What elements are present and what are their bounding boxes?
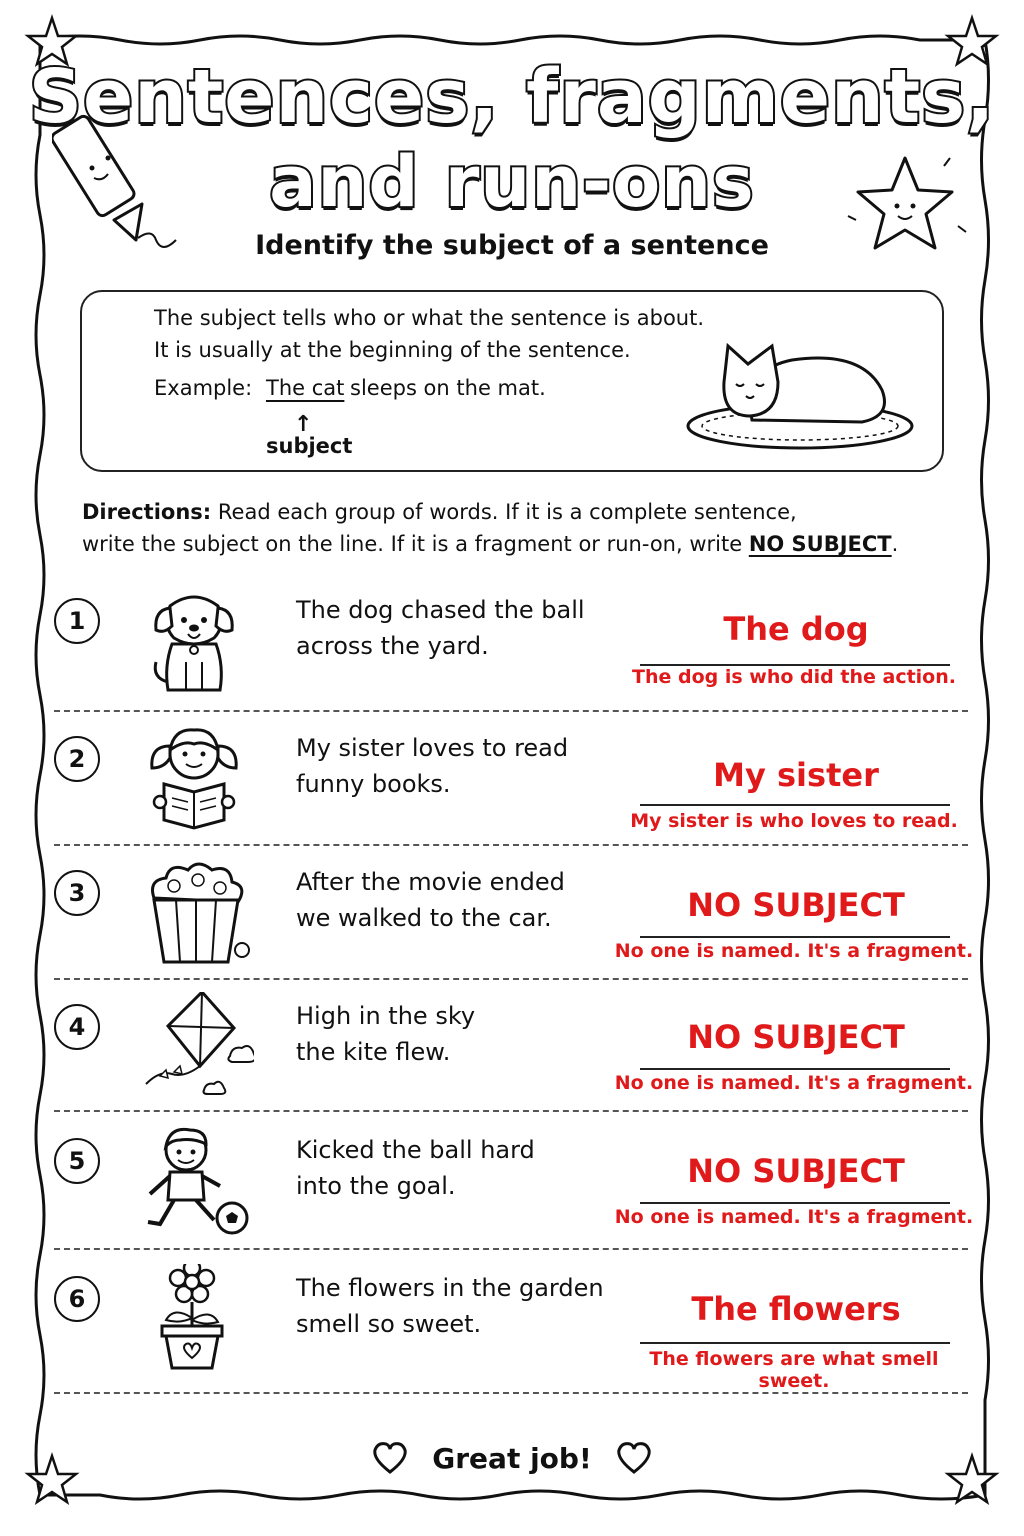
question-number: 3 [54, 870, 100, 916]
sentence-text [296, 730, 568, 802]
directions-text-2: write the subject on the line. If it is a fragment or run-on, write [82, 532, 749, 556]
boy-soccer-icon [134, 1126, 254, 1238]
worksheet-title-line-2: and run-ons [269, 141, 755, 223]
answer-text: The dog [723, 610, 869, 648]
question-number: 2 [54, 736, 100, 782]
dog-icon [134, 586, 254, 698]
answer-explanation: No one is named. It's a fragment. [614, 1206, 974, 1228]
answer-explanation: The dog is who did the action. [632, 666, 956, 688]
answer-explanation: No one is named. It's a fragment. [614, 1072, 974, 1094]
question-number: 5 [54, 1138, 100, 1184]
directions-text-1: Read each group of words. If it is a complete sentence, [211, 500, 797, 524]
answer-text: NO SUBJECT [687, 886, 905, 924]
example-rest: sleeps on the mat. [350, 376, 546, 400]
sentence-line-1: The dog chased the ball [296, 596, 585, 624]
answer-text: NO SUBJECT [687, 1018, 905, 1056]
sentence-text [296, 1270, 604, 1342]
sentence-line-2: across the yard. [296, 632, 489, 660]
sentence-line-1: High in the sky [296, 1002, 476, 1030]
heart-icon [371, 1441, 409, 1475]
popcorn-icon [134, 858, 254, 970]
sentence-line-1: The flowers in the garden [296, 1274, 604, 1302]
directions [82, 496, 962, 560]
answer-explanation: My sister is who loves to read. [630, 810, 958, 832]
footer [0, 1440, 1024, 1475]
worksheet-subtitle: Identify the subject of a sentence [255, 230, 769, 261]
subject-note: subject [266, 434, 353, 458]
sentence-line-1: Kicked the ball hard [296, 1136, 535, 1164]
sentence-line-2: into the goal. [296, 1172, 456, 1200]
sentence-text [296, 592, 585, 664]
answer-line [640, 1202, 950, 1204]
answer-explanation: The flowers are what smell sweet. [649, 1348, 939, 1392]
question-number: 4 [54, 1004, 100, 1050]
footer-text: Great job! [432, 1441, 592, 1475]
sentence-line-2: funny books. [296, 770, 451, 798]
directions-end: . [891, 532, 899, 556]
answer-line [640, 804, 950, 806]
item-separator [54, 1248, 968, 1250]
answer-line [640, 936, 950, 938]
answer-explanation: No one is named. It's a fragment. [614, 940, 974, 962]
info-line-1: The subject tells who or what the sentence is about. [154, 306, 705, 330]
girl-reading-icon [134, 724, 254, 836]
sentence-text [296, 1132, 535, 1204]
answer-text: NO SUBJECT [687, 1152, 905, 1190]
sentence-line-2: we walked to the car. [296, 904, 552, 932]
item-separator [54, 1110, 968, 1112]
question-number: 6 [54, 1276, 100, 1322]
heart-icon [615, 1441, 653, 1475]
item-separator [54, 844, 968, 846]
kite-icon [134, 992, 254, 1104]
info-box [80, 290, 944, 472]
question-number: 1 [54, 598, 100, 644]
example-subject: The cat [266, 376, 345, 400]
no-subject-keyword: NO SUBJECT [748, 532, 892, 556]
sentence-line-1: My sister loves to read [296, 734, 569, 762]
example-label: Example: [154, 376, 253, 400]
answer-text: The flowers [691, 1290, 901, 1328]
up-arrow-icon: ↑ [294, 412, 313, 437]
sentence-line-1: After the movie ended [296, 868, 565, 896]
item-separator [54, 1392, 968, 1394]
flower-pot-icon [134, 1264, 254, 1376]
item-separator [54, 710, 968, 712]
answer-line [640, 1068, 950, 1070]
sentence-text [296, 998, 475, 1070]
sentence-line-2: the kite flew. [296, 1038, 451, 1066]
info-line-2: It is usually at the beginning of the sentence. [154, 338, 631, 362]
sentence-text [296, 864, 565, 936]
sleeping-cat-icon [682, 330, 922, 454]
directions-label: Directions: [82, 500, 212, 524]
item-separator [54, 978, 968, 980]
answer-text: My sister [713, 756, 879, 794]
answer-line [640, 1342, 950, 1344]
worksheet-title-line-1: Sentences, fragments, [28, 54, 996, 140]
sentence-line-2: smell so sweet. [296, 1310, 482, 1338]
